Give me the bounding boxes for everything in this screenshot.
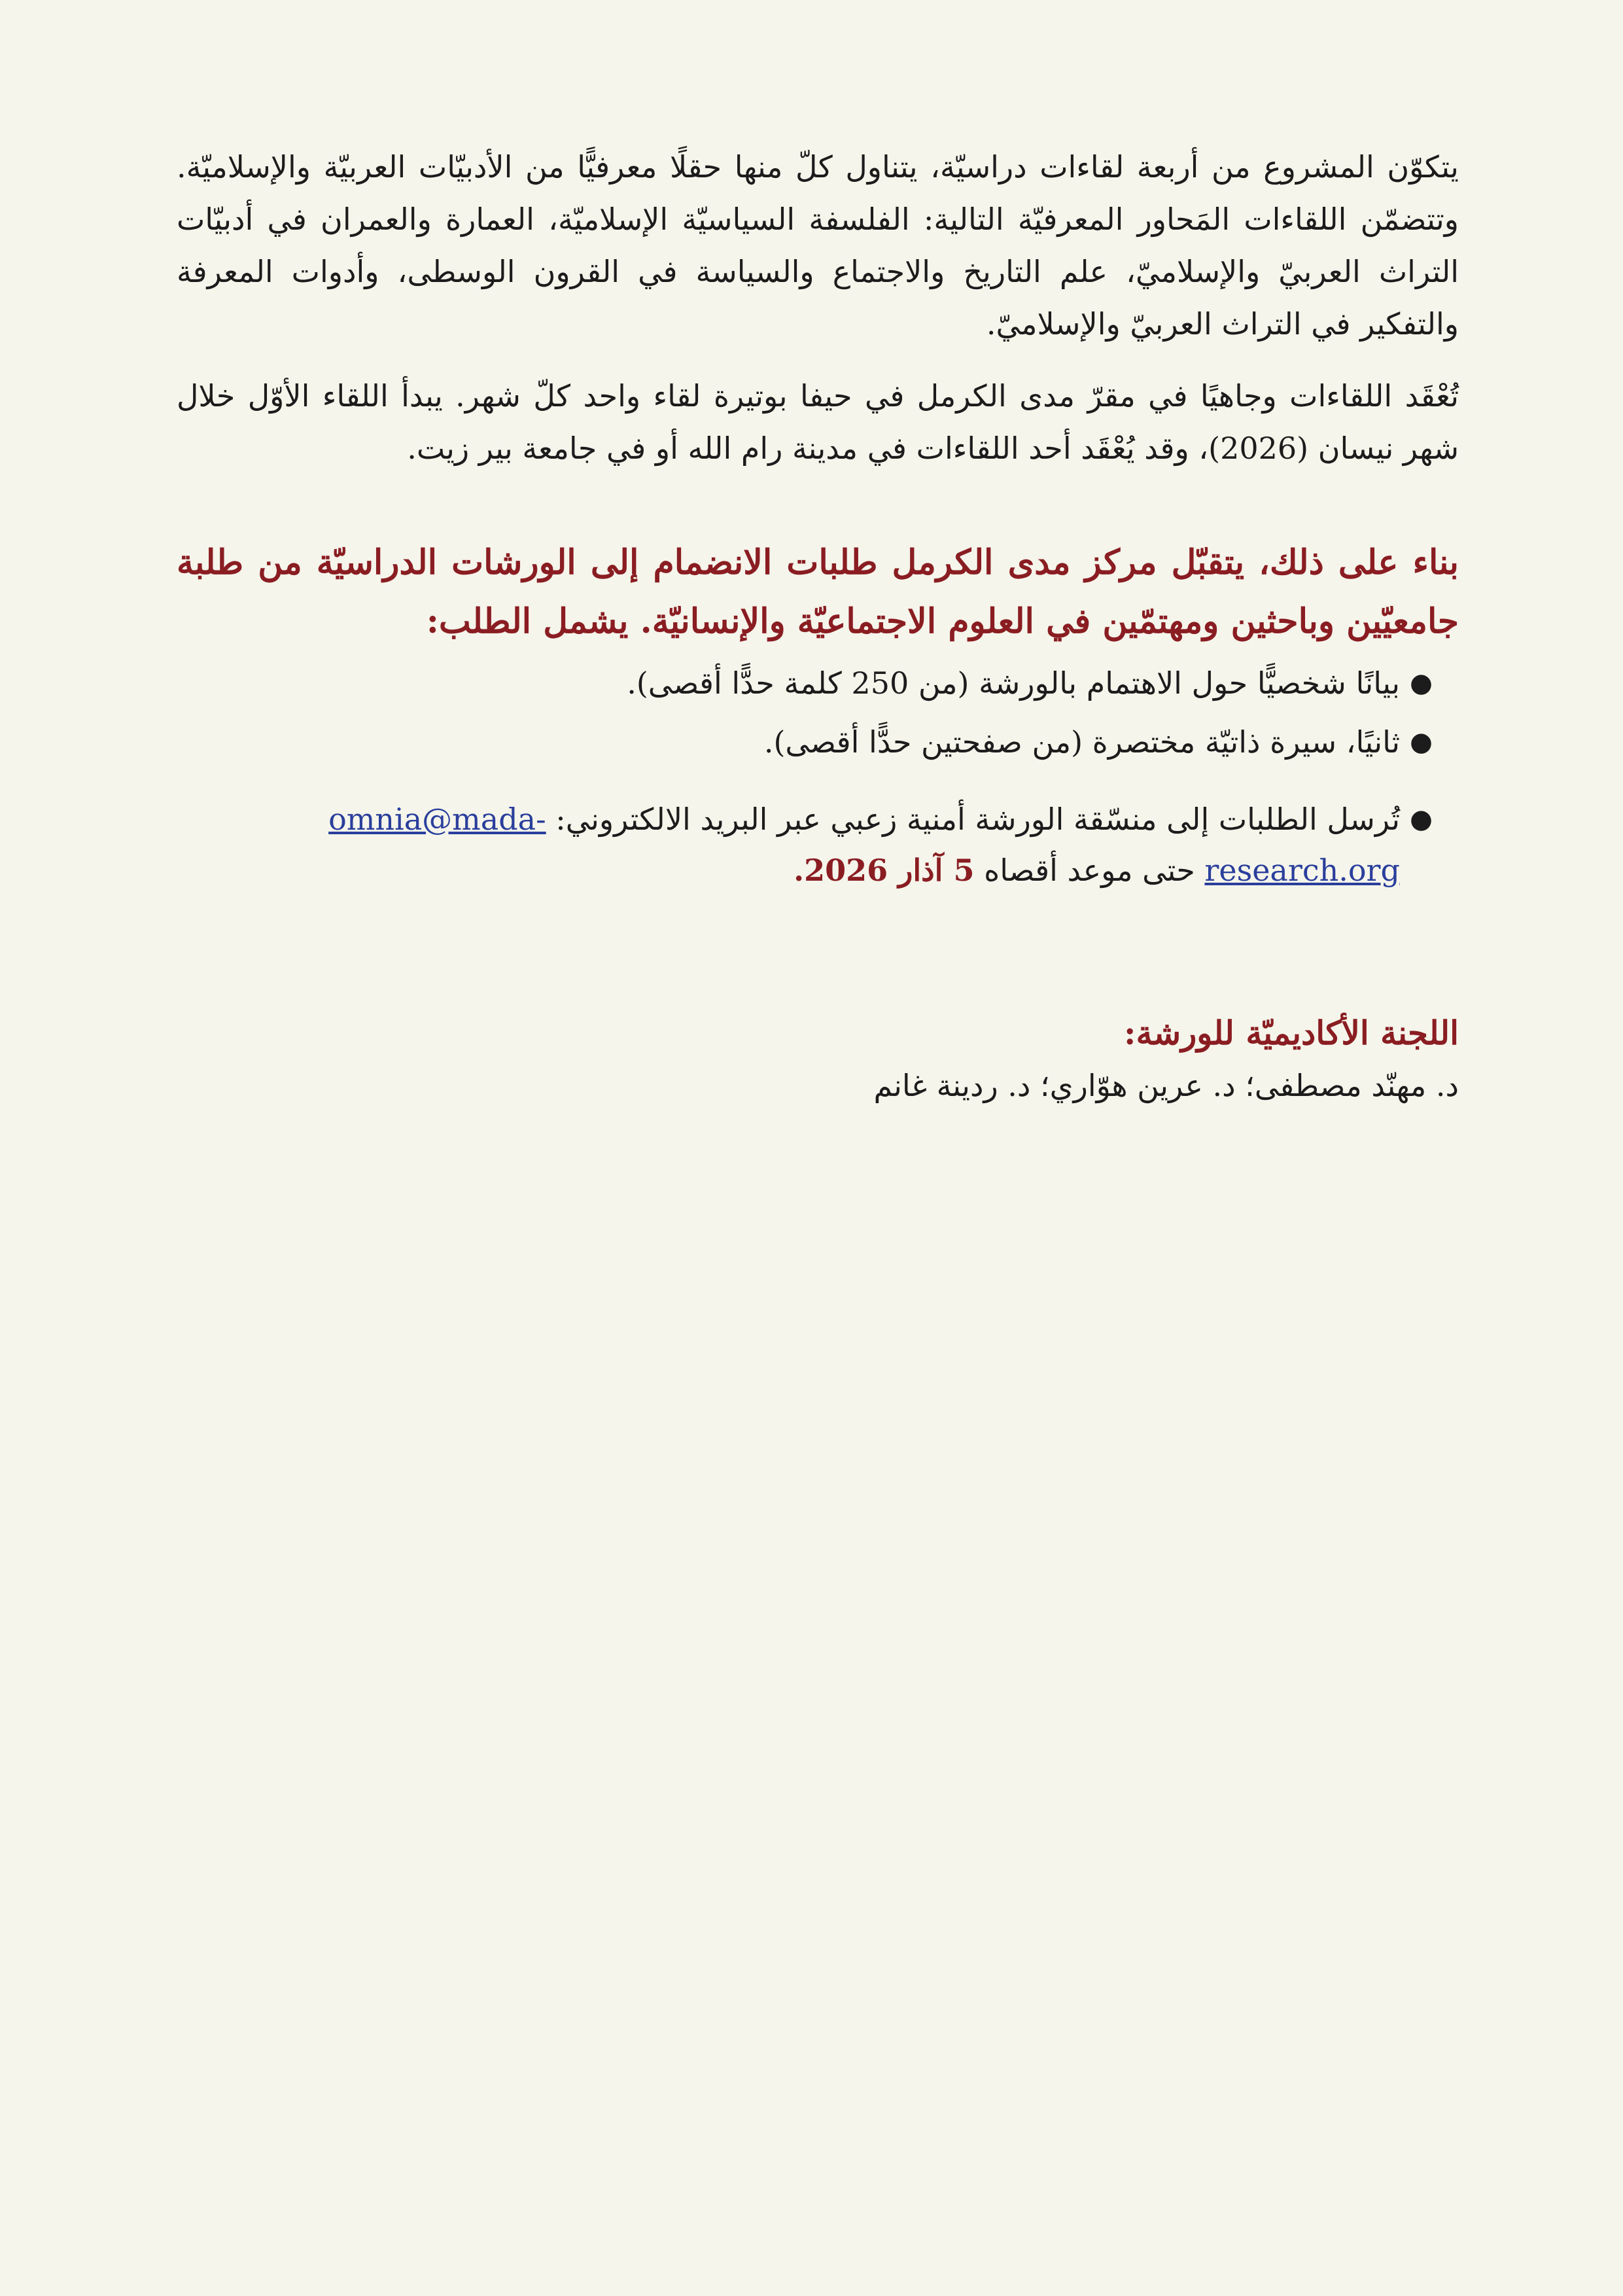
email-link[interactable]: omnia@mada-research.org: [328, 802, 1400, 888]
submission-text-before: تُرسل الطلبات إلى منسّقة الورشة أمنية زعبي عبر البريد الالكتروني:: [546, 802, 1400, 837]
bullet-icon: ●: [1410, 668, 1433, 698]
document-page: [177, 141, 1459, 1112]
list-item-text: ثانيًا، سيرة ذاتيّة مختصرة (من صفحتين حدًّا أقصى).: [763, 724, 1400, 760]
bullet-icon: ●: [1410, 804, 1433, 834]
submission-item: [177, 794, 1433, 896]
list-item: [177, 716, 1433, 768]
committee-members: د. مهنّد مصطفى؛ د. عرين هوّاري؛ د. ردينة غانم: [873, 1068, 1459, 1103]
list-item-text: بيانًا شخصيًّا حول الاهتمام بالورشة (من 250 كلمة حدًّا أقصى).: [627, 665, 1400, 701]
submission-text-after: حتى موعد أقصاه: [974, 853, 1205, 888]
deadline-date: 5 آذار 2026.: [794, 853, 975, 888]
intro-paragraph-2: تُعْقَد اللقاءات وجاهيًا في مقرّ مدى الكرمل في حيفا بوتيرة لقاء واحد كلّ شهر. يبدأ اللقاء الأوّل خلال شهر نيسان (2026)، وقد يُعْقَد أحد اللقاءات في مدينة رام الله أو في جامعة بير زيت.: [177, 378, 1459, 466]
bullet-icon: ●: [1410, 727, 1433, 757]
committee-title: اللجنة الأكاديميّة للورشة:: [1123, 1014, 1459, 1052]
list-item: [177, 658, 1433, 709]
requirements-list: [177, 658, 1459, 896]
intro-paragraph-1: يتكوّن المشروع من أربعة لقاءات دراسيّة، يتناول كلّ منها حقلًا معرفيًّا من الأدبيّات العربيّة والإسلاميّة. وتتضمّن اللقاءات المَحاور المعرفيّة التالية: الفلسفة السياسيّة الإسلاميّة، العمارة والعمران في أدبيّات التراث العربيّ والإسلاميّ، علم التاريخ والاجتماع والسياسة في القرون الوسطى، وأدوات المعرفة والتفكير في التراث العربيّ والإسلاميّ.: [177, 149, 1459, 342]
call-heading: بناء على ذلك، يتقبّل مركز مدى الكرمل طلبات الانضمام إلى الورشات الدراسيّة من طلبة جامعيّين وباحثين ومهتمّين في العلوم الاجتماعيّة والإنسانيّة. يشمل الطلب:: [177, 542, 1459, 641]
